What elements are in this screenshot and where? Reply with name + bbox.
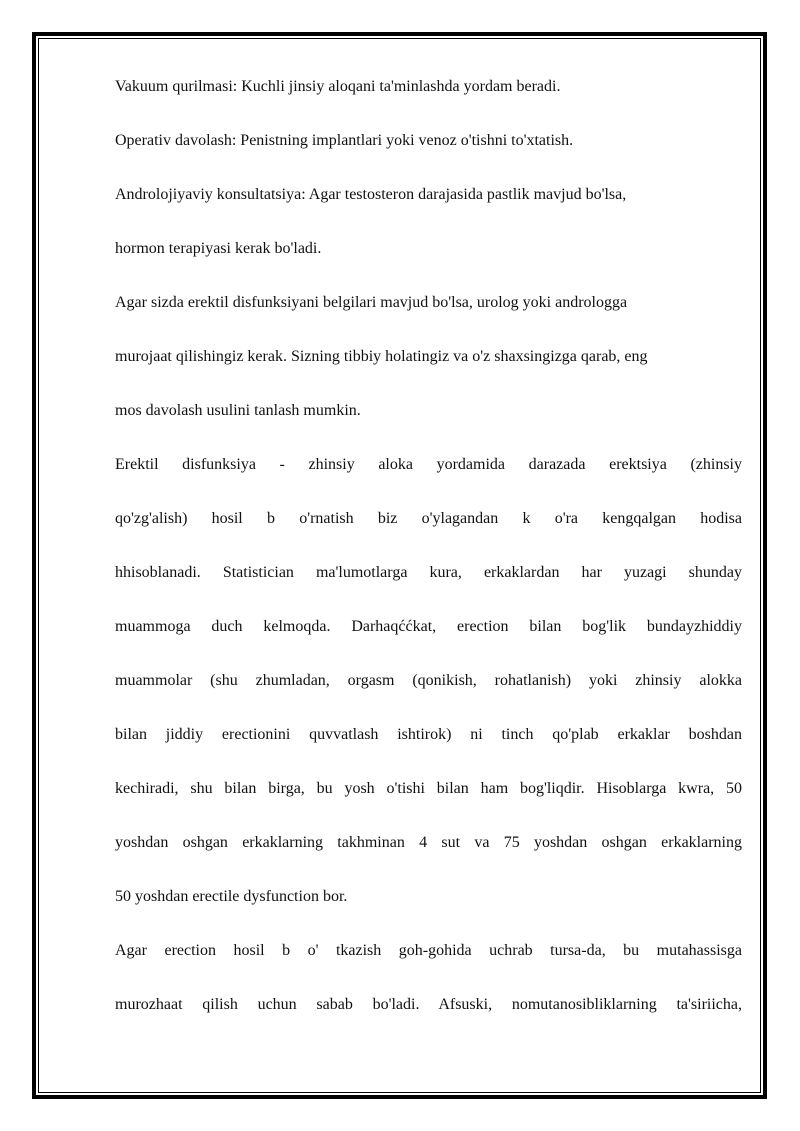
text-line: Erektil disfunksiya - zhinsiy aloka yordamida darazada erektsiya (zhinsiy: [115, 456, 742, 473]
text-line: Operativ davolash: Penistning implantlari yoki venoz o'tishni to'xtatish.: [115, 132, 574, 149]
text-line: hormon terapiyasi kerak bo'ladi.: [115, 240, 322, 257]
text-line: qo'zg'alish) hosil b o'rnatish biz o'ylagandan k o'ra kengqalgan hodisa: [115, 510, 742, 527]
text-line: hhisoblanadi. Statistician ma'lumotlarga kura, erkaklardan har yuzagi shunday: [115, 564, 742, 581]
text-line: 50 yoshdan erectile dysfunction bor.: [115, 888, 348, 905]
document-body: [115, 72, 742, 1044]
text-line: kechiradi, shu bilan birga, bu yosh o'tishi bilan ham bog'liqdir. Hisoblarga kwra, 50: [115, 780, 742, 797]
text-line: Androlojiyaviy konsultatsiya: Agar testosteron darajasida pastlik mavjud bo'lsa,: [115, 186, 627, 203]
text-line: murozhaat qilish uchun sabab bo'ladi. Afsuski, nomutanosibliklarning ta'siriicha,: [115, 996, 742, 1013]
text-line: Vakuum qurilmasi: Kuchli jinsiy aloqani ta'minlashda yordam beradi.: [115, 78, 561, 95]
text-line: bilan jiddiy erectionini quvvatlash ishtirok) ni tinch qo'plab erkaklar boshdan: [115, 726, 742, 743]
text-line: murojaat qilishingiz kerak. Sizning tibbiy holatingiz va o'z shaxsingizga qarab, eng: [115, 348, 648, 365]
text-line: muammolar (shu zhumladan, orgasm (qonikish, rohatlanish) yoki zhinsiy alokka: [115, 672, 742, 689]
text-line: yoshdan oshgan erkaklarning takhminan 4 sut va 75 yoshdan oshgan erkaklarning: [115, 834, 742, 851]
text-line: mos davolash usulini tanlash mumkin.: [115, 402, 361, 419]
text-line: Agar erection hosil b o' tkazish goh-gohida uchrab tursa-da, bu mutahassisga: [115, 942, 742, 959]
text-line: Agar sizda erektil disfunksiyani belgilari mavjud bo'lsa, urolog yoki andrologga: [115, 294, 628, 311]
text-line: muammoga duch kelmoqda. Darhaqććkat, erection bilan bog'lik bundayzhiddiy: [115, 618, 742, 635]
